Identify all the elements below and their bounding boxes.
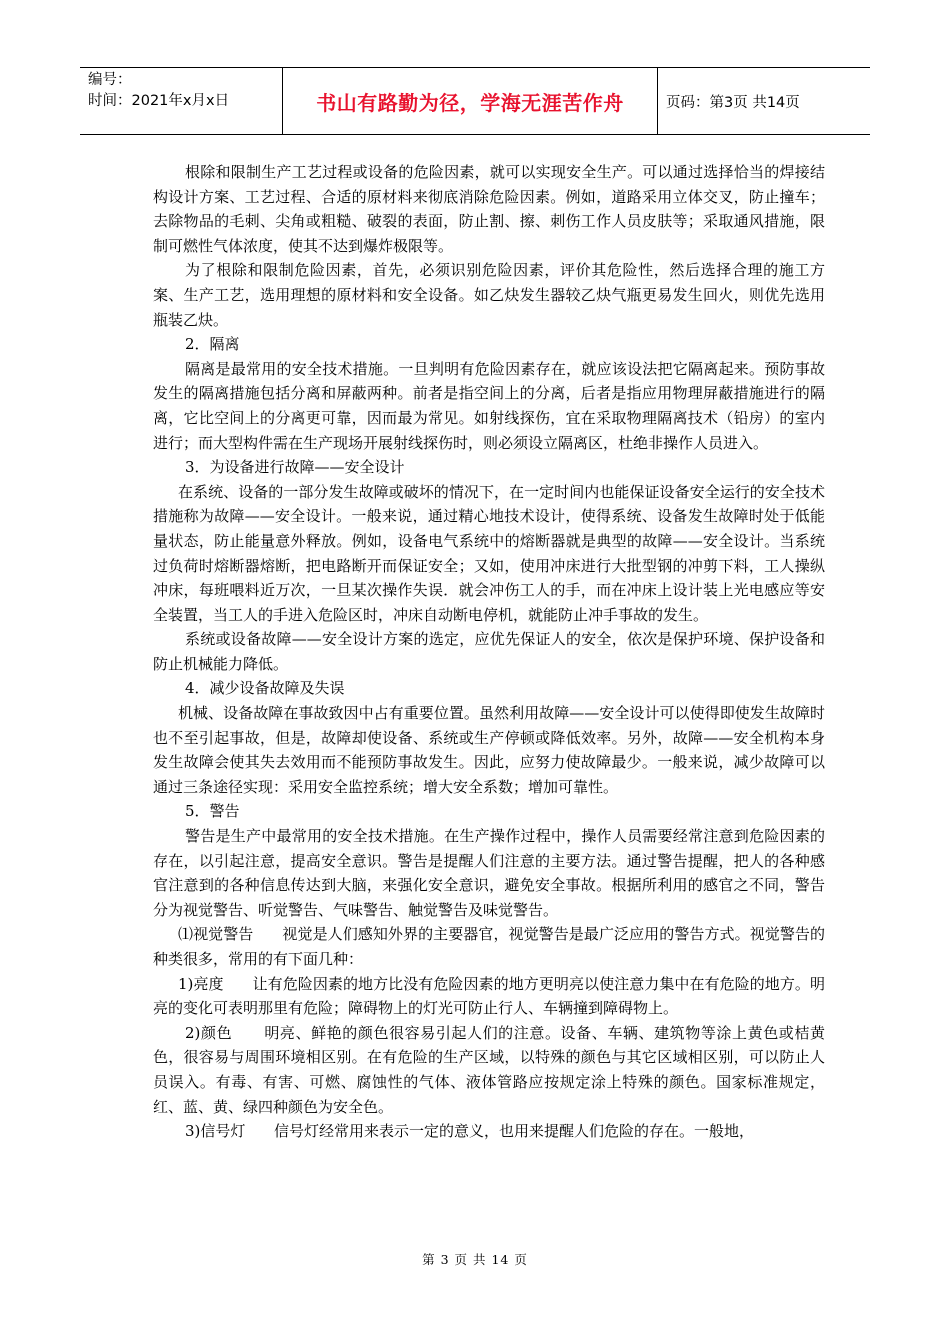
- paragraph: 2)颜色 明亮、鲜艳的颜色很容易引起人们的注意。设备、车辆、建筑物等涂上黄色或桔黄色，很容易与周围环境相区别。在有危险的生产区域，以特殊的颜色与其它区域相区别，可以防止人员误入。有毒、有害、可燃、腐蚀性的气体、液体管路应按规定涂上特殊的颜色。国家标准规定，红、蓝、黄、绿四种颜色为安全色。: [153, 1023, 825, 1116]
- section-heading: 3．为设备进行故障——安全设计: [185, 458, 405, 477]
- section-heading: 2．隔离: [185, 335, 240, 354]
- time-label: 时间：2021年x月x日: [88, 93, 230, 109]
- number-label: 编号：: [88, 72, 132, 88]
- header-meta: [80, 68, 283, 134]
- header-motto: 书山有路勤为径，学海无涯苦作舟: [283, 68, 658, 134]
- paragraph: 为了根除和限制危险因素，首先，必须识别危险因素，评价其危险性，然后选择合理的施工方案、生产工艺，选用理想的原材料和安全设备。如乙炔发生器较乙炔气瓶更易发生回火，则优先选用瓶装乙炔。: [153, 261, 825, 329]
- paragraph: 系统或设备故障——安全设计方案的选定，应优先保证人的安全，依次是保护环境、保护设备和防止机械能力降低。: [153, 630, 825, 673]
- header-table: [80, 67, 870, 135]
- page-footer: 第 3 页 共 14 页: [422, 1252, 528, 1267]
- document-body: [153, 160, 825, 1144]
- paragraph: 在系统、设备的一部分发生故障或破坏的情况下，在一定时间内也能保证设备安全运行的安全技术措施称为故障——安全设计。一般来说，通过精心地技术设计，使得系统、设备发生故障时处于低能量状态，防止能量意外释放。例如，设备电气系统中的熔断器就是典型的故障——安全设计。当系统过负荷时熔断器熔断，把电路断开而保证安全；又如，使用冲床进行大批型钢的冲剪下料，工人操纵冲床，每班喂料近万次，一旦某次操作失误．就会冲伤工人的手，而在冲床上设计装上光电感应等安全装置，当工人的手进入危险区时，冲床自动断电停机，就能防止冲手事故的发生。: [153, 482, 825, 624]
- section-heading: 4．减少设备故障及失误: [185, 679, 345, 698]
- paragraph: 隔离是最常用的安全技术措施。一旦判明有危险因素存在，就应该设法把它隔离起来。预防事故发生的隔离措施包括分离和屏蔽两种。前者是指空间上的分离，后者是指应用物理屏蔽措施进行的隔离，它比空间上的分离更可靠，因而最为常见。如射线探伤，宜在采取物理隔离技术（铅房）的室内进行；而大型构件需在生产现场开展射线探伤时，则必须设立隔离区，杜绝非操作人员进入。: [153, 359, 825, 452]
- header-page-info: 页码：第3页 共14页: [666, 94, 800, 111]
- paragraph: 3)信号灯 信号灯经常用来表示一定的意义，也用来提醒人们危险的存在。一般地，: [185, 1122, 755, 1141]
- paragraph: 警告是生产中最常用的安全技术措施。在生产操作过程中，操作人员需要经常注意到危险因素的存在，以引起注意，提高安全意识。警告是提醒人们注意的主要方法。通过警告提醒，把人的各种感官注意到的各种信息传达到大脑，来强化安全意识，避免安全事故。根据所利用的感官之不同，警告分为视觉警告、听觉警告、气味警告、触觉警告及味觉警告。: [153, 827, 825, 919]
- paragraph: ⑴视觉警告 视觉是人们感知外界的主要器官，视觉警告是最广泛应用的警告方式。视觉警告的种类很多，常用的有下面几种：: [153, 925, 825, 968]
- paragraph: 根除和限制生产工艺过程或设备的危险因素，就可以实现安全生产。可以通过选择恰当的焊接结构设计方案、工艺过程、合适的原材料来彻底消除危险因素。例如，道路采用立体交叉，防止撞车；去除物品的毛刺、尖角或粗糙、破裂的表面，防止割、擦、刺伤工作人员皮肤等；采取通风措施，限制可燃性气体浓度，使其不达到爆炸极限等。: [153, 163, 825, 255]
- section-heading: 5．警告: [185, 802, 240, 821]
- paragraph: 机械、设备故障在事故致因中占有重要位置。虽然利用故障——安全设计可以使得即使发生故障时也不至引起事故，但是，故障却使设备、系统或生产停顿或降低效率。另外，故障——安全机构本身发生故障会使其失去效用而不能预防事故发生。因此，应努力使故障最少。一般来说，减少故障可以通过三条途径实现：采用安全监控系统；增大安全系数；增加可靠性。: [153, 704, 825, 796]
- paragraph: 1)亮度 让有危险因素的地方比没有危险因素的地方更明亮以使注意力集中在有危险的地方。明亮的变化可表明那里有危险；障碍物上的灯光可防止行人、车辆撞到障碍物上。: [153, 974, 825, 1018]
